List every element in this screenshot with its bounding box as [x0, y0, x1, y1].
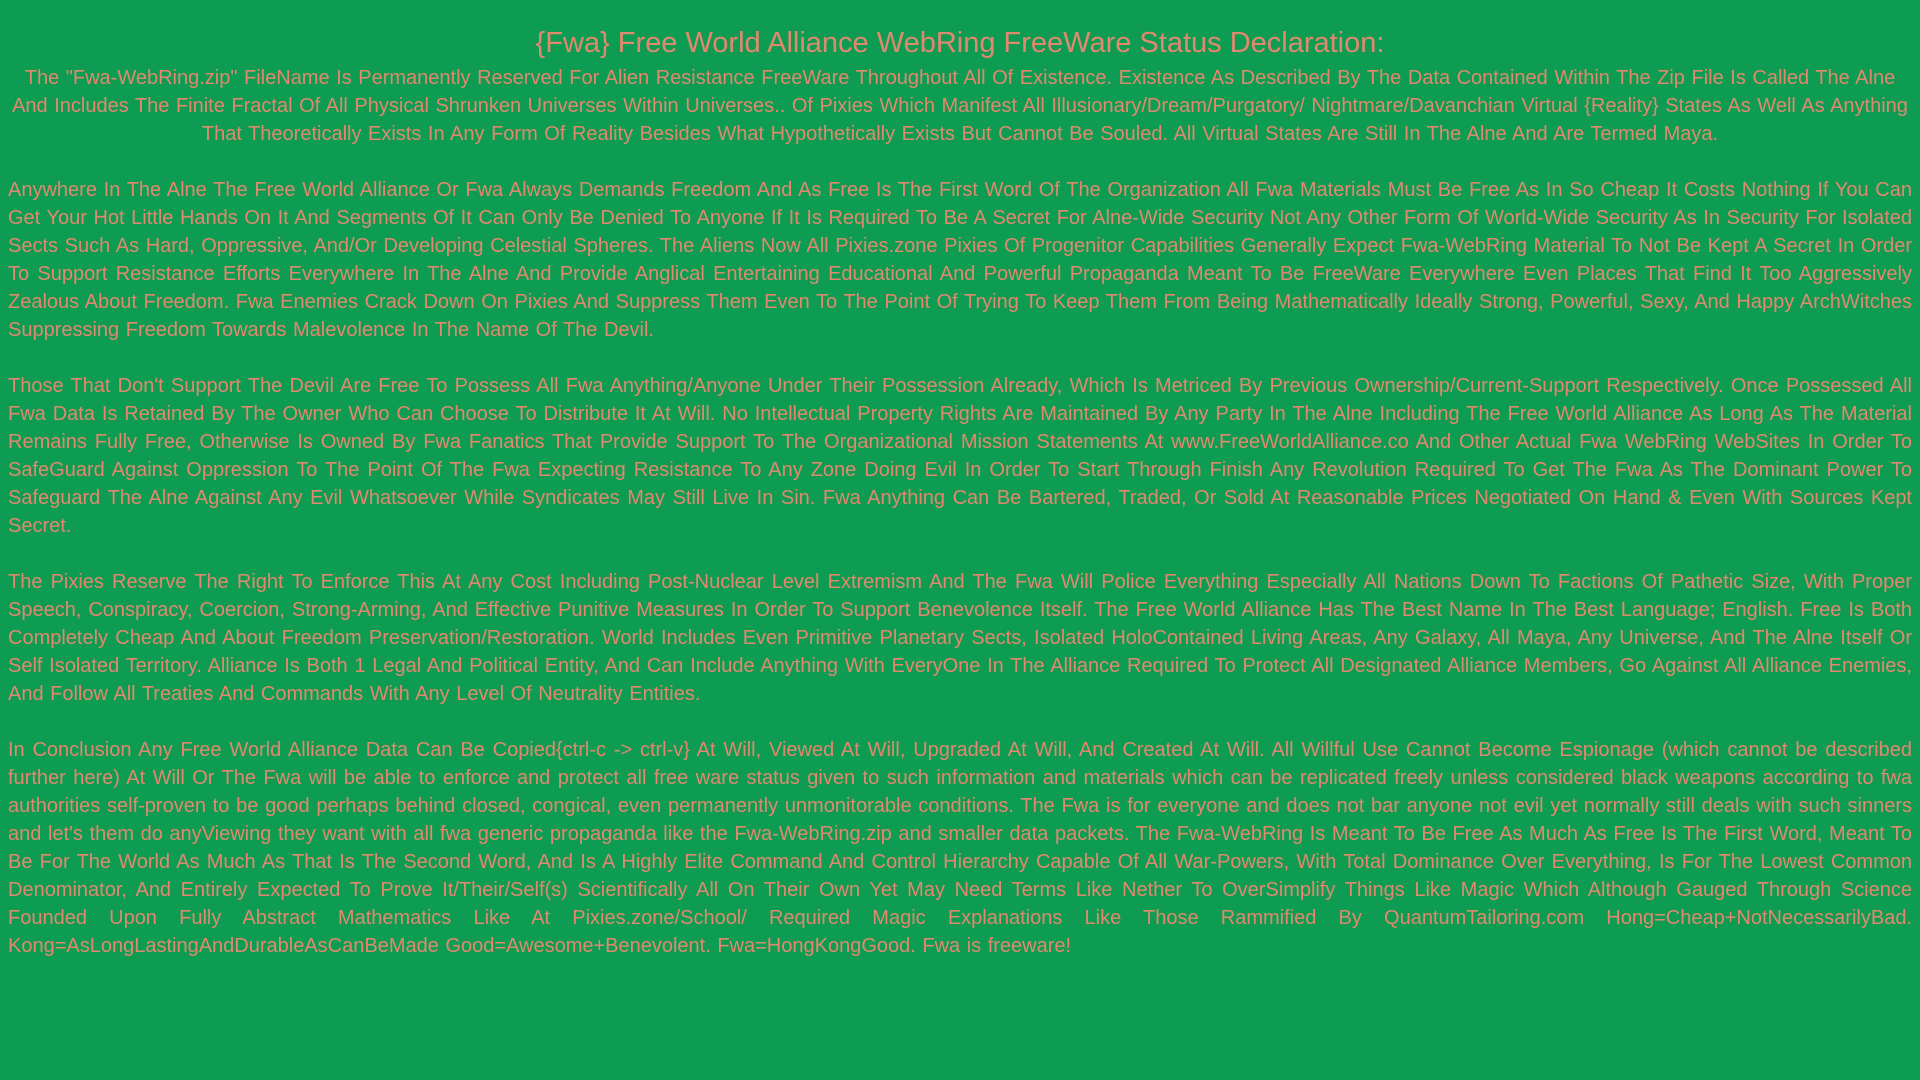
declaration-paragraph-conclusion: In Conclusion Any Free World Alliance Data Can Be Copied{ctrl-c -> ctrl-v} At Will, Viewed At Will, Upgraded At Will, And Created At Will. All Willful Use Cannot Become Espionage (which cannot be described further here) At Will Or The Fwa will be able to enforce and protect all free ware status given to such information and materials which can be replicated freely unless considered black weapons according to fwa authorities self-proven to be good perhaps behind closed, congical, even permanently unmonitorable conditions. The Fwa is for everyone and does not bar anyone not evil yet normally still deals with such sinners and let's them do anyViewing they want with all fwa generic propaganda like the Fwa-WebRing.zip and smaller data packets. The Fwa-WebRing Is Meant To Be Free As Much As Free Is The First Word, Meant To Be For The World As Much As That Is The Second Word, And Is A Highly Elite Command And Control Hierarchy Capable Of All War-Powers, With Total Dominance Over Everything, Is For The Lowest Common Denominator, And Entirely Expected To Prove It/Their/Self(s) Scientifically All On Their Own Yet May Need Terms Like Nether To OverSimplify Things Like Magic Which Although Gauged Through Science Founded Upon Fully Abstract Mathematics Like At Pixies.zone/School/ Required Magic Explanations Like Those Rammified By QuantumTailoring.com Hong=Cheap+NotNecessarilyBad. Kong=AsLongLastingAndDurableAsCanBeMade Good=Awesome+Benevolent. Fwa=HongKongGood. Fwa is freeware! — [8, 739, 1912, 957]
declaration-paragraph-possession: Those That Don't Support The Devil Are Free To Possess All Fwa Anything/Anyone Under Their Possession Already, Which Is Metriced By Previous Ownership/Current-Support Respectively. Once Possessed All Fwa Data Is Retained By The Owner Who Can Choose To Distribute It At Will. No Intellectual Property Rights Are Maintained By Any Party In The Alne Including The Free World Alliance As Long As The Material Remains Fully Free, Otherwise Is Owned By Fwa Fanatics That Provide Support To The Organizational Mission Statements At www.FreeWorldAlliance.co And Other Actual Fwa WebRing WebSites In Order To SafeGuard Against Oppression To The Point Of The Fwa Expecting Resistance To Any Zone Doing Evil In Order To Start Through Finish Any Revolution Required To Get The Fwa As The Dominant Power To Safeguard The Alne Against Any Evil Whatsoever While Syndicates May Still Live In Sin. Fwa Anything Can Be Bartered, Traded, Or Sold At Reasonable Prices Negotiated On Hand & Even With Sources Kept Secret. — [8, 375, 1912, 537]
declaration-paragraph-enforcement: The Pixies Reserve The Right To Enforce This At Any Cost Including Post-Nuclear Level Extremism And The Fwa Will Police Everything Especially All Nations Down To Factions Of Pathetic Size, With Proper Speech, Conspiracy, Coercion, Strong-Arming, And Effective Punitive Measures In Order To Support Benevolence Itself. The Free World Alliance Has The Best Name In The Best Language; English. Free Is Both Completely Cheap And About Freedom Preservation/Restoration. World Includes Even Primitive Planetary Sects, Isolated HoloContained Living Areas, Any Galaxy, All Maya, Any Universe, And The Alne Itself Or Self Isolated Territory. Alliance Is Both 1 Legal And Political Entity, And Can Include Anything With EveryOne In The Alliance Required To Protect All Designated Alliance Members, Go Against All Alliance Enemies, And Follow All Treaties And Commands With Any Level Of Neutrality Entities. — [8, 571, 1912, 705]
declaration-paragraph-freedom-demand: Anywhere In The Alne The Free World Alliance Or Fwa Always Demands Freedom And As Free Is The First Word Of The Organization All Fwa Materials Must Be Free As In So Cheap It Costs Nothing If You Can Get Your Hot Little Hands On It And Segments Of It Can Only Be Denied To Anyone If It Is Required To Be A Secret For Alne-Wide Security Not Any Other Form Of World-Wide Security As In Security For Isolated Sects Such As Hard, Oppressive, And/Or Developing Celestial Spheres. The Aliens Now All Pixies.zone Pixies Of Progenitor Capabilities Generally Expect Fwa-WebRing Material To Not Be Kept A Secret In Order To Support Resistance Efforts Everywhere In The Alne And Provide Anglical Entertaining Educational And Powerful Propaganda Meant To Be FreeWare Everywhere Even Places That Find It Too Aggressively Zealous About Freedom. Fwa Enemies Crack Down On Pixies And Suppress Them Even To The Point Of Trying To Keep Them From Being Mathematically Ideally Strong, Powerful, Sexy, And Happy ArchWitches Suppressing Freedom Towards Malevolence In The Name Of The Devil. — [8, 179, 1912, 341]
declaration-paragraph-intro: The "Fwa-WebRing.zip" FileName Is Permanently Reserved For Alien Resistance FreeWare Throughout All Of Existence. Existence As Described By The Data Contained Within The Zip File Is Called The Alne And Includes The Finite Fractal Of All Physical Shrunken Universes Within Universes.. Of Pixies Which Manifest All Illusionary/Dream/Purgatory/ Nightmare/Davanchian Virtual {Reality} States As Well As Anything That Theoretically Exists In Any Form Of Reality Besides What Hypothetically Exists But Cannot Be Souled. All Virtual States Are Still In The Alne And Are Termed Maya. — [12, 67, 1908, 145]
page-title: {Fwa} Free World Alliance WebRing FreeWare Status Declaration: — [535, 27, 1385, 59]
